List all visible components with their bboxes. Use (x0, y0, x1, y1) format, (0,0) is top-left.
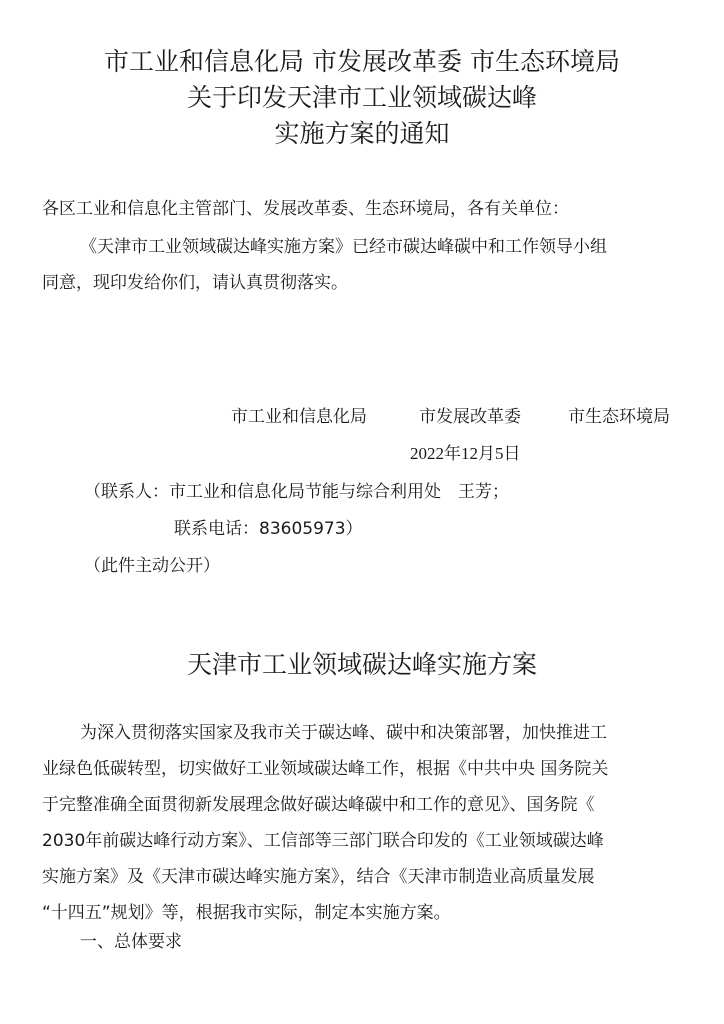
section-heading-1: 一、总体要求 (80, 932, 182, 952)
signatory-2: 市发展改革委 (419, 407, 521, 427)
signatory-3: 市生态环境局 (568, 407, 670, 427)
notice-title (0, 44, 724, 152)
plan-intro-line-3: 于完整准确全面贯彻新发展理念做好碳达峰碳中和工作的意见》、国务院《 (42, 795, 595, 815)
signatory-1: 市工业和信息化局 (231, 407, 367, 427)
addressee: 各区工业和信息化主管部门、发展改革委、生态环境局，各有关单位： (42, 199, 569, 219)
plan-title: 天津市工业领域碳达峰实施方案 (186, 650, 537, 679)
contact-phone: 联系电话：83605973） (174, 519, 363, 539)
plan-intro-line-1: 为深入贯彻落实国家及我市关于碳达峰、碳中和决策部署，加快推进工 (80, 723, 607, 743)
notice-title-line-3: 实施方案的通知 (274, 119, 450, 148)
notice-title-line-1: 市工业和信息化局 市发展改革委 市生态环境局 (104, 47, 620, 76)
plan-intro-line-2: 业绿色低碳转型，切实做好工业领域碳达峰工作，根据《中共中央 国务院关 (42, 759, 609, 779)
notice-body-line-1: 《天津市工业领域碳达峰实施方案》已经市碳达峰碳中和工作领导小组 (80, 237, 607, 257)
notice-title-line-2: 关于印发天津市工业领域碳达峰 (186, 83, 537, 112)
plan-intro-line-4: 2030年前碳达峰行动方案》、工信部等三部门联合印发的《工业领域碳达峰 (42, 831, 604, 851)
plan-intro-line-5: 实施方案》及《天津市碳达峰实施方案》，结合《天津市制造业高质量发展 (42, 867, 595, 887)
issue-date: 2022年12月5日 (410, 444, 521, 463)
notice-body-line-2: 同意，现印发给你们，请认真贯彻落实。 (42, 273, 348, 293)
plan-intro-line-6: “十四五”规划》等，根据我市实际，制定本实施方案。 (42, 903, 451, 923)
contact-person: （联系人：市工业和信息化局节能与综合利用处 王芳； (84, 482, 509, 502)
disclosure-note: （此件主动公开） (84, 556, 220, 576)
